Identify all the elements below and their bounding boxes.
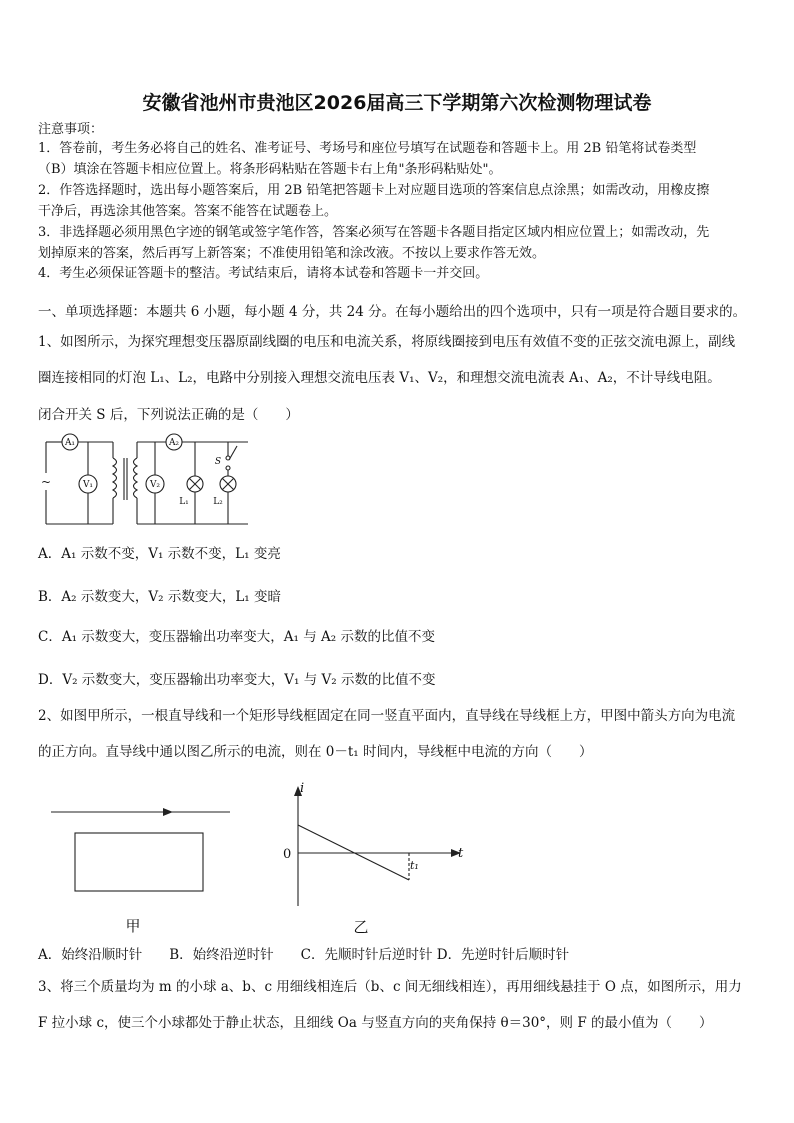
- notice-line: 1．答卷前，考生务必将自己的姓名、准考证号、考场号和座位号填写在试题卷和答题卡上。用 2B 铅笔将试卷类型: [38, 141, 697, 156]
- notice-heading: 注意事项：: [38, 122, 104, 137]
- notice-line: 划掉原来的答案，然后再写上新答案；不准使用铅笔和涂改液。不按以上要求作答无效。: [38, 246, 546, 261]
- notice-line: 4．考生必须保证答题卡的整洁。考试结束后，请将本试卷和答题卡一并交回。: [38, 266, 489, 281]
- figure-jia-wire-and-loop: [45, 798, 245, 938]
- notice-line: 2．作答选择题时，选出每小题答案后，用 2B 铅笔把答题卡上对应题目选项的答案信息点涂黑；如需改动，用橡皮擦: [38, 183, 710, 198]
- section-heading: 一、单项选择题：本题共 6 小题，每小题 4 分，共 24 分。在每小题给出的四个选项中，只有一项是符合题目要求的。: [38, 304, 747, 320]
- ac-source-icon: ~: [40, 475, 52, 489]
- voltmeter-v1-label: V₁: [82, 480, 94, 490]
- lamp-l1-label: L₁: [179, 497, 189, 507]
- question-2-options: A．始终沿顺时针 B．始终沿逆时针 C．先顺时针后逆时针 D．先逆时针后顺时针: [38, 947, 570, 963]
- notice-line: 3．非选择题必须用黑色字迹的钢笔或签字笔作答，答案必须写在答题卡各题目指定区域内相应位置上；如需改动，先: [38, 225, 710, 240]
- ammeter-a2-label: A₂: [168, 438, 180, 448]
- question-1-text: 圈连接相同的灯泡 L₁、L₂，电路中分别接入理想交流电压表 V₁、V₂，和理想交流电流表 A₁、A₂，不计导线电阻。: [38, 370, 721, 386]
- axis-t-label: t: [458, 846, 464, 861]
- notice-line: （B）填涂在答题卡相应位置上。将条形码粘贴在答题卡右上角"条形码粘贴处"。: [38, 162, 502, 177]
- question-3-text: 3、将三个质量均为 m 的小球 a、b、c 用细线相连后（b、c 间无细线相连），再用细线悬挂于 O 点，如图所示，用力: [38, 979, 742, 995]
- question-3-text: F 拉小球 c，使三个小球都处于静止状态，且细线 Oa 与竖直方向的夹角保持 θ＝30°，则 F 的最小值为（ ）: [38, 1015, 713, 1031]
- transformer-circuit-diagram: [38, 428, 258, 533]
- question-1-option-b: B．A₂ 示数变大，V₂ 示数变大，L₁ 变暗: [38, 589, 281, 605]
- page-title: 安徽省池州市贵池区2026届高三下学期第六次检测物理试卷: [142, 92, 652, 114]
- lamp-l2-label: L₂: [213, 497, 223, 507]
- origin-label: 0: [283, 847, 292, 862]
- ammeter-a1-label: A₁: [64, 438, 76, 448]
- figure-yi-caption: 乙: [353, 918, 369, 936]
- voltmeter-v2-label: V₂: [149, 480, 161, 490]
- figure-jia-caption: 甲: [125, 917, 141, 935]
- question-1-option-a: A．A₁ 示数不变，V₁ 示数不变，L₁ 变亮: [38, 546, 281, 562]
- question-1-text: 1、如图所示，为探究理想变压器原副线圈的电压和电流关系，将原线圈接到电压有效值不变的正弦交流电源上，副线: [38, 334, 736, 350]
- question-1-option-c: C．A₁ 示数变大，变压器输出功率变大，A₁ 与 A₂ 示数的比值不变: [38, 629, 435, 645]
- question-1-text: 闭合开关 S 后，下列说法正确的是（ ）: [38, 407, 299, 423]
- question-2-text: 2、如图甲所示，一根直导线和一个矩形导线框固定在同一竖直平面内，直导线在导线框上方，甲图中箭头方向为电流: [38, 708, 736, 724]
- notice-line: 干净后，再选涂其他答案。答案不能答在试题卷上。: [38, 204, 338, 219]
- switch-s-label: S: [214, 457, 222, 467]
- t1-label: t₁: [410, 859, 419, 872]
- figure-yi-current-graph: [278, 780, 478, 938]
- question-1-option-d: D．V₂ 示数变大，变压器输出功率变大，V₁ 与 V₂ 示数的比值不变: [38, 672, 436, 688]
- question-2-text: 的正方向。直导线中通以图乙所示的电流，则在 0－t₁ 时间内，导线框中电流的方向（ ）: [38, 744, 593, 760]
- axis-i-label: i: [300, 781, 305, 796]
